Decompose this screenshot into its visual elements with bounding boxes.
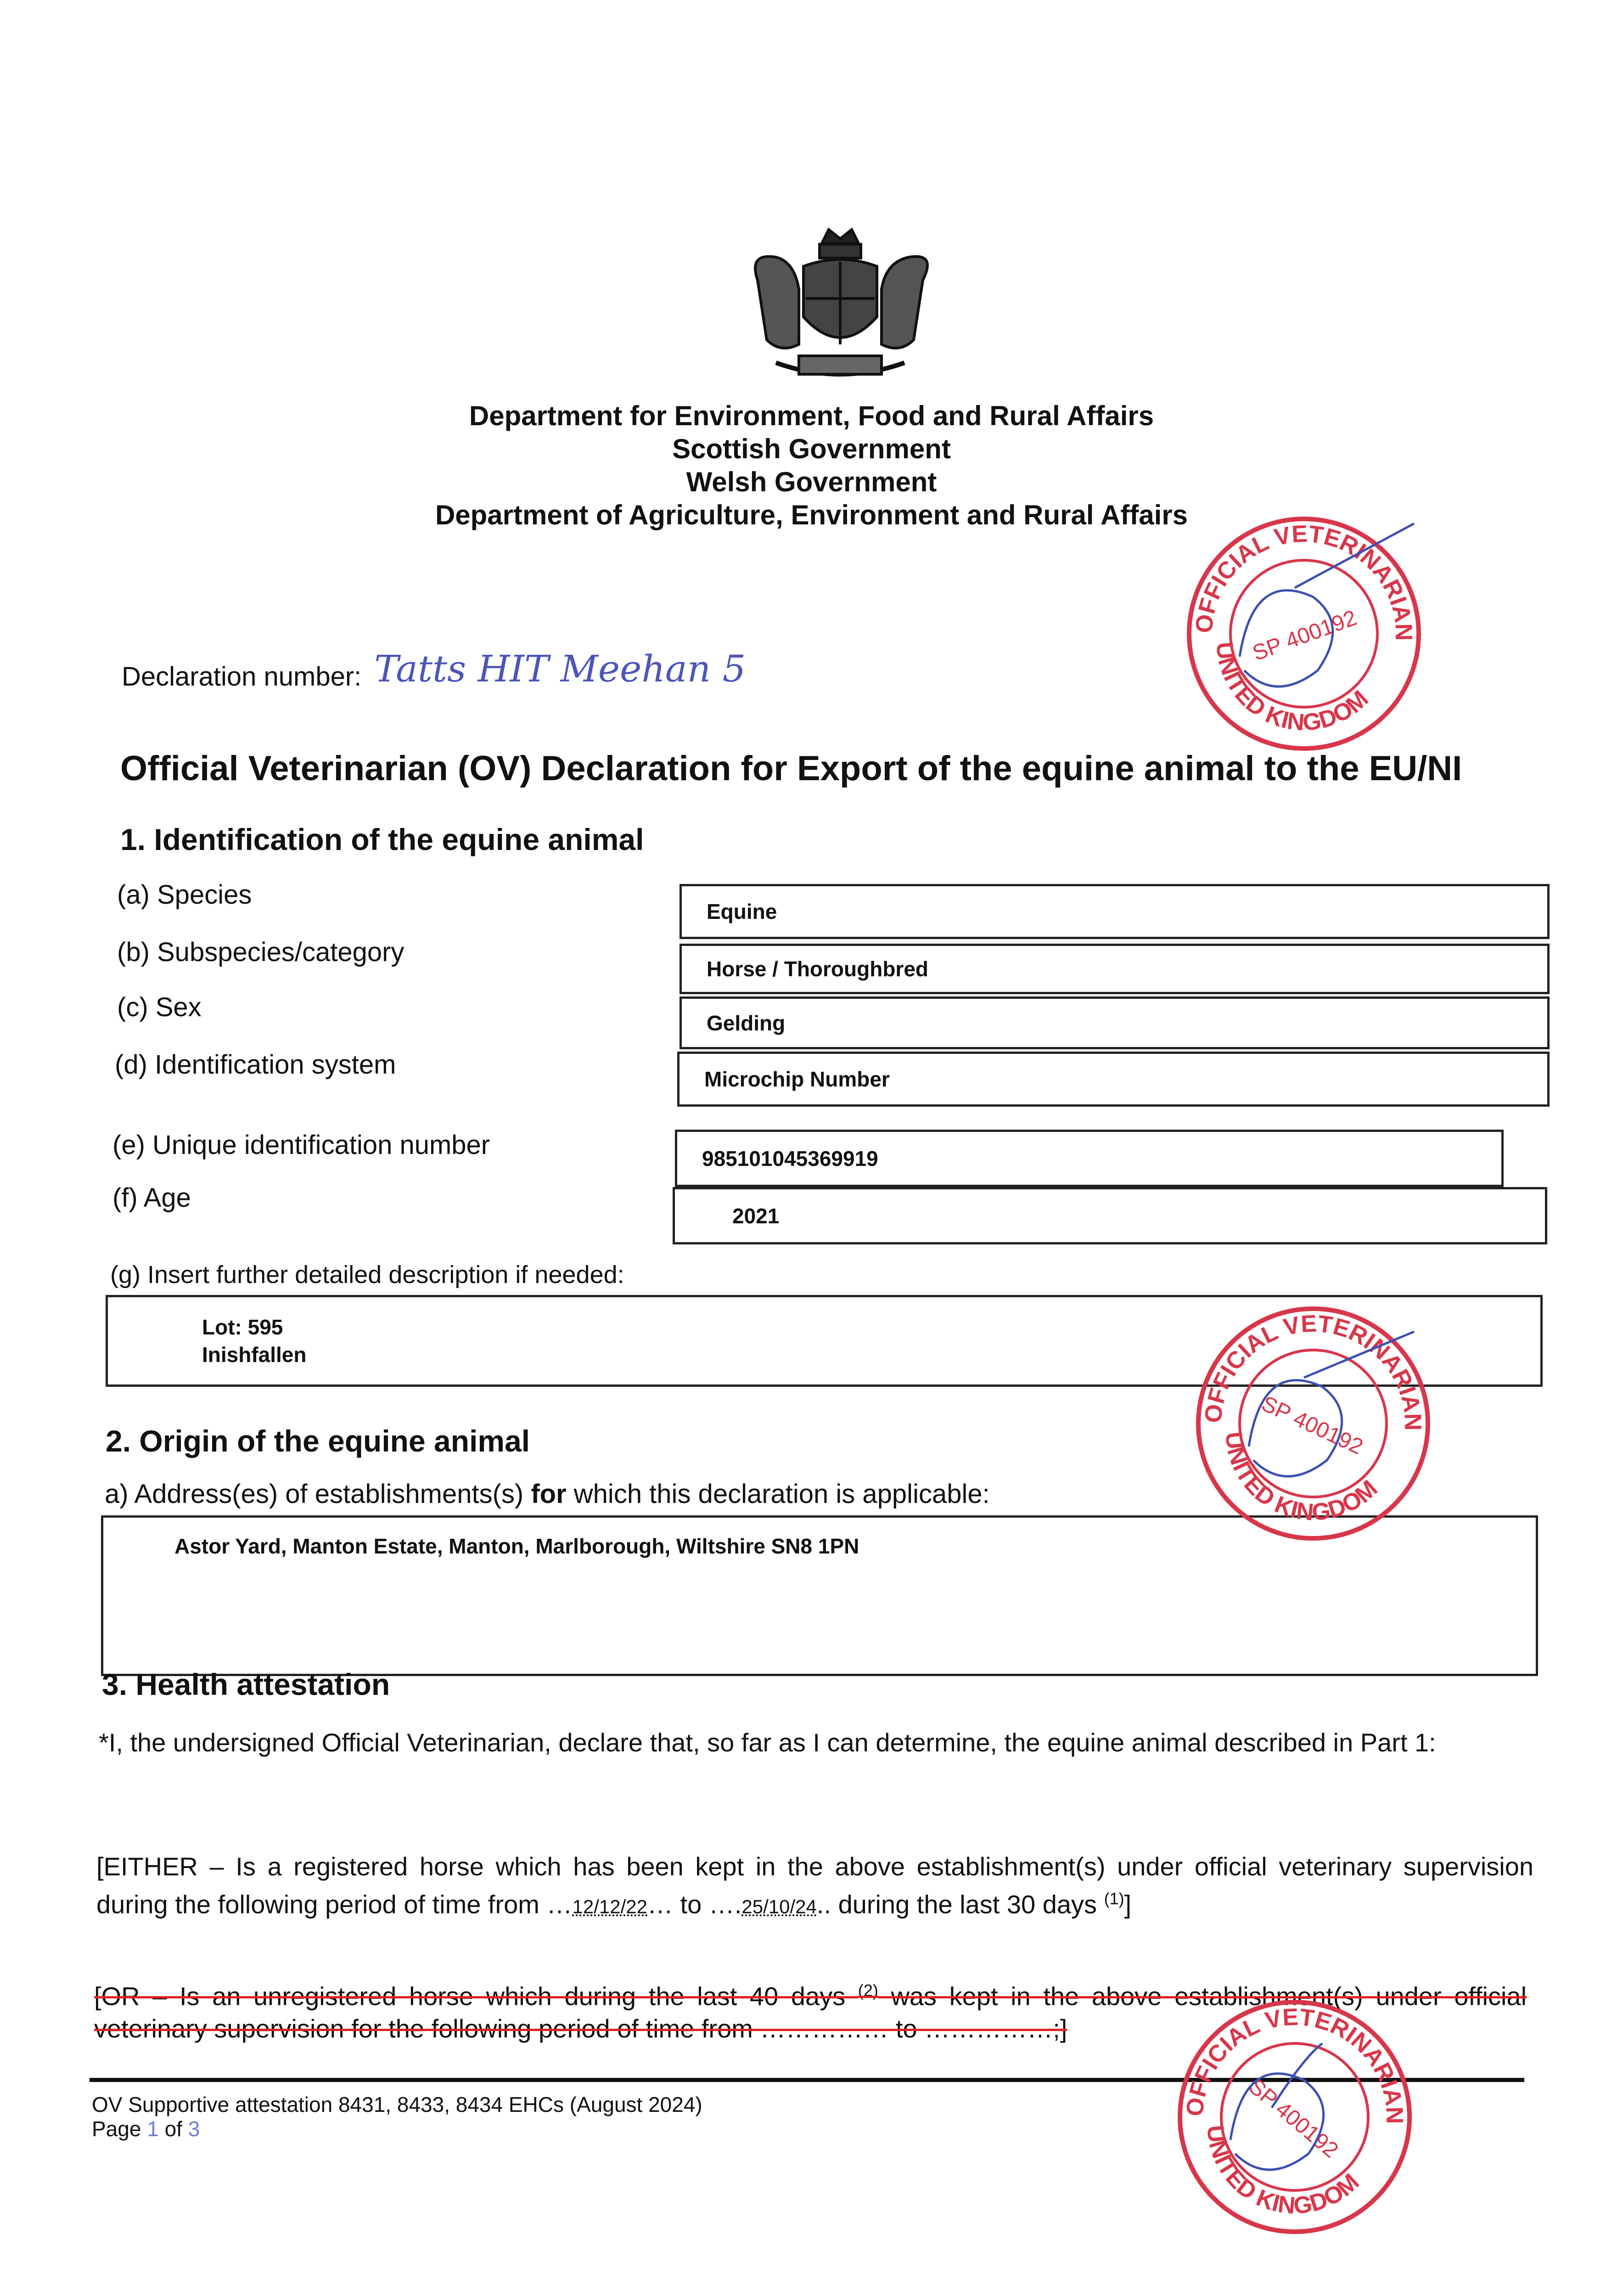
address-label-bold: for (531, 1479, 567, 1509)
field-age[interactable]: 2021 (673, 1187, 1547, 1244)
field-label-age: (f) Age (112, 1183, 191, 1213)
either-statement (96, 1851, 1533, 1923)
field-id-system[interactable]: Microchip Number (677, 1052, 1550, 1107)
page-total: 3 (188, 2117, 200, 2141)
stamp-1-ring-top: OFFICIAL VETERINARIAN (1191, 520, 1417, 641)
official-veterinarian-stamp-3 (1166, 1988, 1423, 2245)
stamp-1-ring-bottom: UNITED KINGDOM (1211, 641, 1374, 737)
stamp-2-ring-bottom: UNITED KINGDOM (1220, 1430, 1383, 1526)
section-1-heading: 1. Identification of the equine animal (120, 822, 644, 856)
field-label-id-system: (d) Identification system (115, 1050, 396, 1080)
footer-form-reference: OV Supportive attestation 8431, 8433, 8434 EHCs (August 2024) (92, 2093, 702, 2116)
field-label-subspecies: (b) Subspecies/category (117, 937, 404, 967)
field-unique-id[interactable]: 985101045369919 (675, 1130, 1504, 1187)
either-post-text: .. during the last 30 days (816, 1890, 1104, 1919)
page-mid: of (158, 2117, 188, 2141)
field-subspecies[interactable]: Horse / Thoroughbred (680, 944, 1550, 994)
section-2-heading: 2. Origin of the equine animal (106, 1424, 530, 1458)
stamp-1-number: SP 400192 (1249, 605, 1360, 666)
health-intro: *I, the undersigned Official Veterinarian, declare that, so far as I can determine, the equine animal described in Part 1: (99, 1728, 1436, 1757)
stamp-2-ring-top: OFFICIAL VETERINARIAN (1200, 1310, 1426, 1431)
svg-text:UNITED KINGDOM (1211, 641, 1373, 737)
field-label-sex: (c) Sex (117, 992, 202, 1022)
department-line-1: Department for Environment, Food and Rural Affairs (469, 400, 1154, 431)
field-species[interactable]: Equine (680, 884, 1550, 939)
page-prefix: Page (92, 2117, 147, 2141)
official-veterinarian-stamp-1 (1175, 505, 1432, 762)
field-label-unique-id: (e) Unique identification number (112, 1130, 490, 1160)
svg-text:UNITED KINGDOM (1202, 2124, 1364, 2220)
page-title: Official Veterinarian (OV) Declaration for Export of the equine animal to the EU/NI (120, 749, 1462, 788)
official-veterinarian-stamp-2 (1185, 1295, 1442, 1552)
stamp-3-number: SP 400192 (1244, 2074, 1343, 2163)
or-post-text: was kept in the above establishment(s) under official veterinary supervision for the following period of time from …………… to ……………;] (94, 1981, 1527, 2043)
page-current: 1 (147, 2117, 159, 2141)
address-label (105, 1479, 990, 1509)
stamp-2-number: SP 400192 (1258, 1391, 1367, 1460)
either-text: [EITHER – Is a registered horse which has been kept in the above establishment(s) under official veterinary supervision during the following period of time from … (96, 1852, 1533, 1919)
further-description-line-1: Lot: 595 (202, 1315, 283, 1339)
either-to-date: 25/10/24 (741, 1896, 817, 1918)
department-line-3: Welsh Government (686, 467, 937, 497)
either-footnote: (1) (1104, 1889, 1124, 1908)
royal-crest-icon (730, 225, 950, 390)
field-sex[interactable]: Gelding (680, 996, 1550, 1049)
stamp-3-ring-bottom: UNITED KINGDOM (1202, 2124, 1365, 2220)
section-3-heading: 3. Health attestation (102, 1667, 390, 1701)
department-line-4: Department of Agriculture, Environment and Rural Affairs (435, 500, 1188, 530)
field-label-further-description: (g) Insert further detailed description if needed: (110, 1261, 624, 1289)
field-label-species: (a) Species (117, 880, 252, 910)
address-label-part-1: a) Address(es) of establishments(s) (105, 1479, 531, 1509)
either-close-bracket: ] (1124, 1890, 1132, 1919)
department-line-2: Scottish Government (672, 433, 951, 464)
declaration-number-value: Tatts HIT Meehan 5 (374, 647, 746, 690)
address-value: Astor Yard, Manton Estate, Manton, Marlborough, Wiltshire SN8 1PN (174, 1534, 859, 1558)
declaration-number-label: Declaration number: (122, 662, 362, 692)
page-number (92, 2116, 200, 2142)
either-to-text: … to …. (647, 1890, 742, 1919)
or-text: [OR – Is an unregistered horse which during the last 40 days (94, 1981, 858, 2011)
or-footnote: (2) (858, 1981, 878, 2000)
address-label-part-2: which this declaration is applicable: (566, 1479, 990, 1509)
further-description-line-2: Inishfallen (202, 1343, 307, 1367)
stamp-3-ring-top: OFFICIAL VETERINARIAN (1181, 2003, 1408, 2124)
either-from-date: 12/12/22 (572, 1896, 647, 1918)
